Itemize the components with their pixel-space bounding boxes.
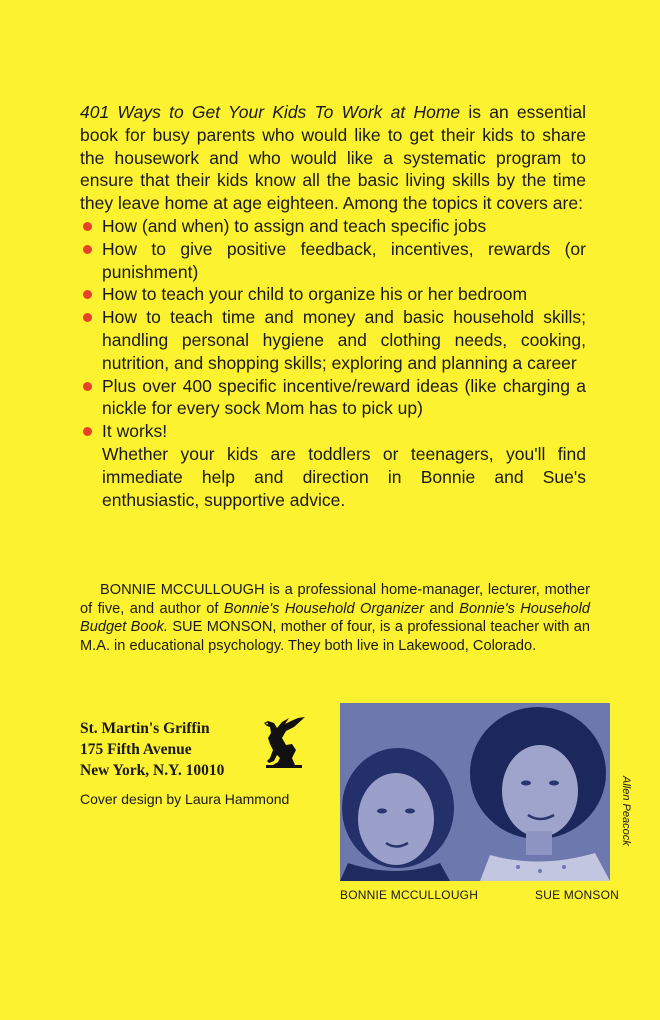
topic-text: How (and when) to assign and teach specific jobs xyxy=(102,215,487,236)
bio-text-3: SUE MONSON, mother of four, is a professional teacher with an M.A. in educational psychology. They both live in Lakewood, Colorado. xyxy=(80,619,590,654)
bio-text-1: BONNIE MCCULLOUGH is a professional home-manager, lecturer, mother of five, and author of xyxy=(80,582,590,617)
book-title: 401 Ways to Get Your Kids To Work at Home xyxy=(80,102,461,122)
topic-text: It works! xyxy=(102,421,168,442)
photographer-credit: Allen Peacock xyxy=(620,776,632,846)
bio-book-title-1: Bonnie's Household Organizer xyxy=(223,600,425,617)
bullet-icon xyxy=(83,290,92,299)
closing-paragraph: Whether your kids are toddlers or teenagers, you'll find immediate help and direction in Bonnie and Sue's enthusiastic, supportive advice. xyxy=(102,443,586,510)
photo-caption-left: BONNIE MCCULLOUGH xyxy=(340,888,479,902)
publisher-street: 175 Fifth Avenue xyxy=(80,741,192,758)
intro-paragraph xyxy=(80,101,586,215)
topic-text: How to teach your child to organize his or her bedroom xyxy=(102,284,528,305)
topic-text: How to give positive feedback, incentives, rewards (or punishment) xyxy=(102,238,586,282)
bullet-icon xyxy=(83,427,92,436)
photo-caption-right: SUE MONSON xyxy=(535,888,620,902)
topic-item xyxy=(80,420,586,443)
cover-design-credit: Cover design by Laura Hammond xyxy=(80,791,290,807)
topic-item xyxy=(80,375,586,421)
topic-text: Plus over 400 specific incentive/reward ideas (like charging a nickle for every sock Mom has to pick up) xyxy=(102,375,586,419)
bullet-icon xyxy=(83,222,92,231)
topic-item xyxy=(80,283,586,306)
cover-blurb xyxy=(80,101,586,511)
bio-text-2: and xyxy=(424,600,460,617)
topics-list xyxy=(80,215,586,443)
bullet-icon xyxy=(83,245,92,254)
publisher-address xyxy=(80,718,224,781)
intro-text: is an essential book for busy parents who would like to get their kids to share the housework and who would like a systematic program to ensure that their kids know all the basic living skills by the time they leave home at age eighteen. Among the topics it covers are: xyxy=(80,102,586,214)
publisher-name: St. Martin's Griffin xyxy=(80,720,210,737)
bio-book-title-2: Bonnie's Household Budget Book. xyxy=(80,600,590,636)
topic-item xyxy=(80,215,586,238)
bullet-icon xyxy=(83,382,92,391)
topic-item xyxy=(80,306,586,374)
publisher-city: New York, N.Y. 10010 xyxy=(80,762,225,779)
bullet-icon xyxy=(83,313,92,322)
topic-text: How to teach time and money and basic household skills; handling personal hygiene and clothing needs, cooking, nutrition, and shopping skills; exploring and planning a career xyxy=(102,307,586,373)
authors-photo xyxy=(340,703,610,881)
author-bio xyxy=(80,581,590,655)
topic-item xyxy=(80,238,586,284)
griffin-logo-icon xyxy=(258,714,308,770)
